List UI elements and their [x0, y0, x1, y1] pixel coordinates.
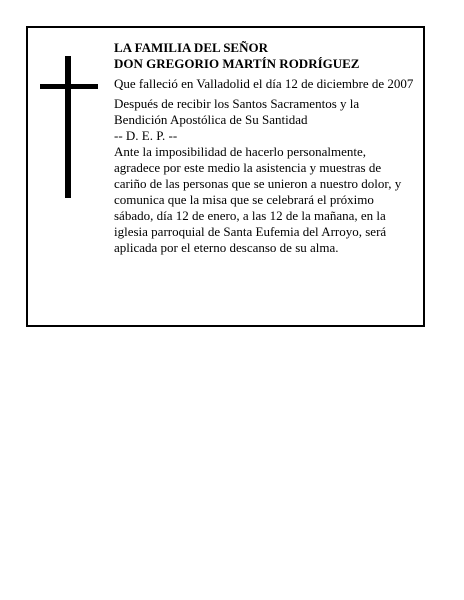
- deceased-name-heading: DON GREGORIO MARTÍN RODRÍGUEZ: [114, 56, 360, 71]
- cross-vertical-bar: [65, 56, 71, 198]
- rip-text: -- D. E. P. --: [114, 128, 178, 143]
- cross-icon: [40, 56, 98, 198]
- obituary-notice: [26, 26, 425, 327]
- family-heading: LA FAMILIA DEL SEÑOR: [114, 40, 268, 55]
- sacraments-text: Después de recibir los Santos Sacramentos y la Bendición Apostólica de Su Santidad: [114, 96, 360, 127]
- cross-horizontal-bar: [40, 84, 98, 89]
- notice-text-block: [114, 40, 414, 256]
- death-date-text: Que falleció en Valladolid el día 12 de diciembre de 2007: [114, 76, 414, 91]
- notice-body-text: Ante la imposibilidad de hacerlo personalmente, agradece por este medio la asistencia y muestras de cariño de las personas que se unieron a nuestro dolor, y comunica que la misa que se celebrará el próximo sábado, día 12 de enero, a las 12 de la mañana, en la iglesia parroquial de Santa Eufemia del Arroyo, será aplicada por el eterno descanso de su alma.: [114, 144, 402, 255]
